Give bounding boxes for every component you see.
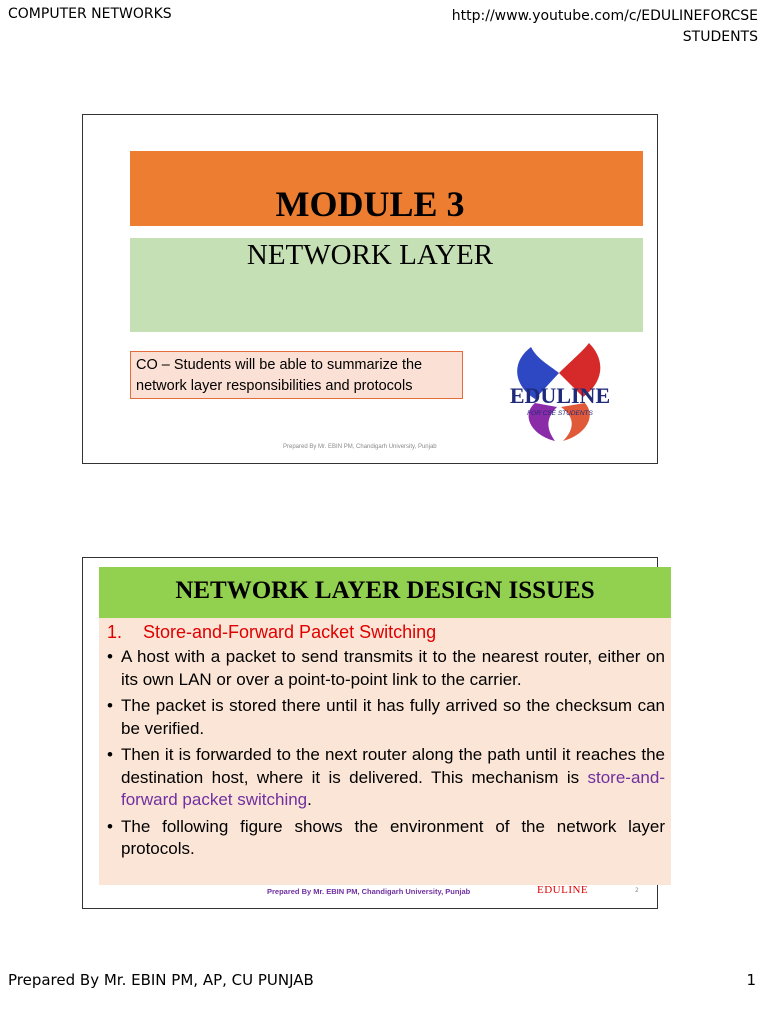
slide-2 — [82, 557, 665, 909]
slide-1 — [82, 114, 658, 464]
slide2-number: 2 — [635, 887, 639, 894]
eduline-logo-icon — [473, 337, 647, 445]
slide2-credit: Prepared By Mr. EBIN PM, Chandigarh University, Punjab — [267, 887, 471, 896]
header-url-line1[interactable]: http://www.youtube.com/c/EDULINEFORCSE — [451, 8, 758, 24]
page-header-url[interactable] — [452, 6, 758, 48]
point-number: 1. — [107, 622, 123, 642]
bullet-list — [107, 646, 665, 861]
list-item: • Then it is forwarded to the next router along the path until it reaches the destination host, where it is delivered. This mechanism is store-and-forward packet switching. — [107, 745, 665, 809]
page-header-course: COMPUTER NETWORKS — [8, 6, 172, 22]
subtitle: NETWORK LAYER — [246, 239, 494, 271]
point-title: Store-and-Forward Packet Switching — [143, 622, 437, 642]
slide1-credit: Prepared By Mr. EBIN PM, Chandigarh University, Punjab — [283, 444, 437, 450]
co-line-2: network layer responsibilities and protocols — [136, 378, 413, 394]
logo-text: EDULINE — [509, 383, 611, 408]
slide2-content — [99, 618, 671, 885]
logo-tagline: FOR CSE STUDENTS — [527, 410, 593, 417]
module-title: MODULE 3 — [275, 184, 465, 224]
highlight-term: store-and-forward packet switching — [121, 767, 665, 809]
list-item: • A host with a packet to send transmits it to the nearest router, either on its own LAN or over a point-to-point link to the carrier. — [107, 647, 665, 689]
list-item: • The packet is stored there until it has fully arrived so the checksum can be verified. — [107, 696, 665, 738]
course-outcome-box — [130, 351, 463, 399]
header-url-line2[interactable]: STUDENTS — [682, 29, 758, 45]
slide2-title: NETWORK LAYER DESIGN ISSUES — [99, 567, 671, 618]
page-footer-author: Prepared By Mr. EBIN PM, AP, CU PUNJAB — [8, 971, 314, 989]
page-number: 1 — [746, 971, 756, 989]
slide2-brand: EDULINE — [537, 884, 589, 896]
list-item: • The following figure shows the environment of the network layer protocols. — [107, 816, 665, 858]
co-line-1: CO – Students will be able to summarize the — [136, 357, 423, 373]
point-heading — [107, 620, 665, 644]
